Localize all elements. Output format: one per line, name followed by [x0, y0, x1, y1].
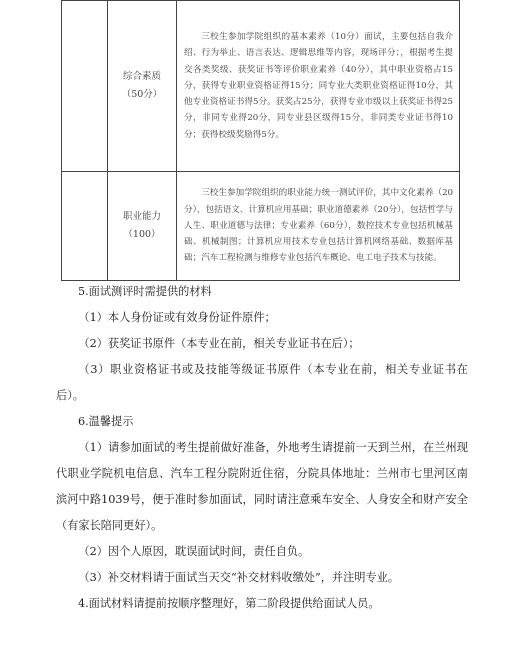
item-label: 综合素质	[122, 71, 161, 82]
item-label-cell	[108, 172, 177, 281]
item-description-cell	[177, 1, 460, 172]
list-item: （3）补交材料请于面试当天交“补交材料收缴处”，并注明专业。	[78, 571, 400, 584]
item-score: （100）	[123, 229, 161, 240]
empty-category-cell	[62, 1, 108, 172]
list-item: （3）职业资格证书或及技能等级证书原件（本专业在前，相关专业证书在后）。	[56, 363, 468, 402]
empty-category-cell	[62, 172, 108, 281]
item-label: 职业能力	[122, 211, 161, 222]
item-label-cell	[108, 1, 177, 172]
table-row-ability	[62, 172, 460, 281]
section-heading: 5.面试测评时需提供的材料	[78, 285, 212, 298]
list-item: （2）获奖证书原件（本专业在前，相关专业证书在后）；	[78, 337, 360, 350]
document-body	[56, 279, 468, 617]
item-score: （50分）	[121, 89, 163, 100]
item-description: 三校生参加学院组织的基本素养（10分）面试，主要包括自我介绍、行为举止、语言表达、逻辑思维等内容，现场评分；，根据考生提交各类奖级、获奖证书等评价职业素养（40分），其中职业资格占15分，获得专业职业资格证得15分；同专业大类职业资格证得10分，其他专业资格证书得5分。获奖占25分，获得专业市级以上获奖证书得25分，非同专业得20分，同专业县区级得15分，非同类专业证书得10分；获得校级奖励得5分。	[184, 32, 453, 140]
list-item: （1）请参加面试的考生提前做好准备，外地考生请提前一天到兰州，在兰州现代职业学院机电信息、汽车工程分院附近住宿，分院具体地址：兰州市七里河区南滨河中路1039号，便于准时参加面试，同时请注意乘车安全、人身安全和财产安全（有家长陪同更好）。	[56, 441, 468, 532]
list-item: （1）本人身份证或有效身份证件原件；	[78, 311, 276, 324]
section-heading: 6.温馨提示	[78, 415, 134, 428]
score-table	[61, 0, 460, 281]
item-description-cell	[177, 172, 460, 281]
table-row-comprehensive	[62, 1, 460, 172]
item-description: 三校生参加学院组织的职业能力统一测试评价，其中文化素养（20分），包括语文、计算机应用基础；职业道德素养（20分），包括哲学与人生、职业道德与法律；专业素养（60分），数控技术专业包括机械基础、机械制图；计算机应用技术专业包括计算机网络基础、数据库基础；汽车工程检测与维修专业包括汽车概论、电工电子技术与技能。	[184, 188, 453, 264]
list-item: （2）因个人原因，耽误面试时间，责任自负。	[78, 545, 310, 558]
section-heading: 4.面试材料请提前按顺序整理好，第二阶段提供给面试人员。	[78, 597, 380, 610]
